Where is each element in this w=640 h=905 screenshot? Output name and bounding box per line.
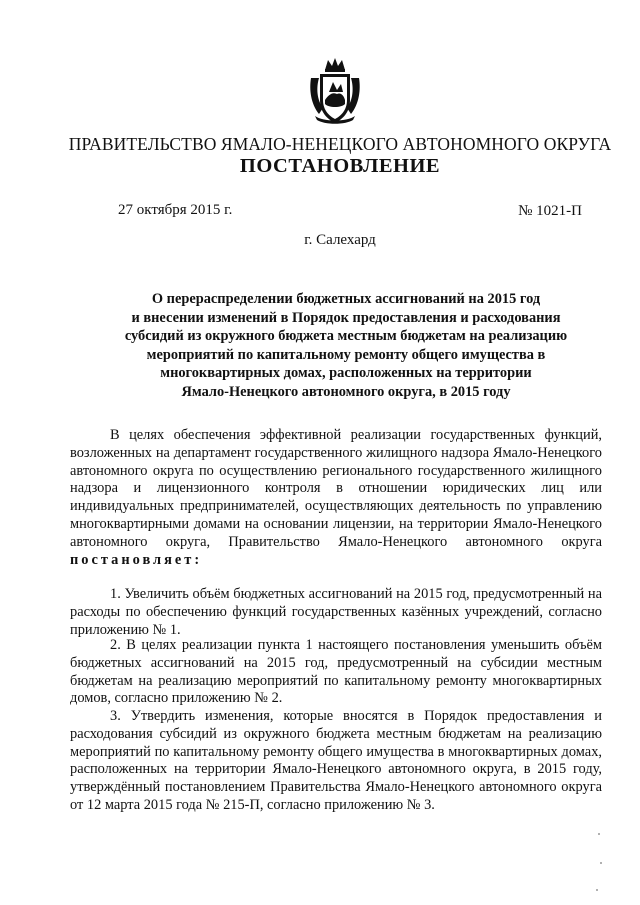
document-type: ПОСТАНОВЛЕНИЕ	[239, 155, 441, 177]
title-line: О перераспределении бюджетных ассигнований на 2015 год	[151, 291, 541, 307]
document-date: 27 октября 2015 г.	[118, 202, 233, 218]
item-3	[70, 708, 602, 815]
scan-speck	[600, 862, 602, 864]
title-line: мероприятий по капитальному ремонту общего имущества в	[146, 346, 546, 363]
scan-speck	[596, 889, 598, 891]
title-line: многоквартирных домах, расположенных на территории	[160, 365, 532, 381]
item-3-text: 3. Утвердить изменения, которые вносятся в Порядок предоставления и расходования субсидий из окружного бюджета местным бюджетам на реализацию мероприятий по капитальному ремонту общего имущества в многоквартирных домах, расположенных на территории Ямало-Ненецкого автономного округа, в 2015 году, утверждённый постановлением Правительства Ямало-Ненецкого автономного округа от 12 марта 2015 года № 215-П, согласно приложению № 3.	[70, 708, 602, 813]
item-2	[70, 637, 602, 708]
document-number: № 1021-П	[518, 203, 582, 219]
item-2-text: 2. В целях реализации пункта 1 настоящего постановления уменьшить объём бюджетных ассигнований на 2015 год, предусмотренный на субсидии местным бюджетам на реализацию мероприятий по капитальному ремонту многоквартирных домов, согласно приложению № 2.	[70, 637, 602, 707]
preamble	[70, 427, 602, 569]
title-line: Ямало-Ненецкого автономного округа, в 2015 году	[181, 383, 511, 400]
title-line: и внесении изменений в Порядок предоставления и расходования	[131, 309, 561, 326]
scan-speck	[598, 833, 600, 835]
coat-of-arms-icon	[307, 56, 363, 126]
preamble-text: В целях обеспечения эффективной реализации государственных функций, возложенных на департамент государственного жилищного надзора Ямало-Ненецкого автономного округа по осуществлению регионального государственного жилищного надзора и лицензионного контроля в отношении юридических лиц или индивидуальных предпринимателей, осуществляющих деятельность по управлению многоквартирными домами на основании лицензии, на территории Ямало-Ненецкого автономного округа, Правительство Ямало-Ненецкого автономного округа	[70, 427, 602, 550]
title-line: субсидий из окружного бюджета местным бюджетам на реализацию	[124, 328, 568, 344]
document-title	[92, 290, 600, 401]
item-1	[70, 586, 602, 639]
government-name: ПРАВИТЕЛЬСТВО ЯМАЛО-НЕНЕЦКОГО АВТОНОМНОГО ОКРУГА	[68, 134, 612, 154]
resolves-word: постановляет:	[70, 551, 203, 568]
document-city: г. Салехард	[304, 232, 376, 248]
item-1-text: 1. Увеличить объём бюджетных ассигнований на 2015 год, предусмотренный на расходы по обеспечению функций государственных казённых учреждений, согласно приложению № 1.	[70, 586, 602, 638]
